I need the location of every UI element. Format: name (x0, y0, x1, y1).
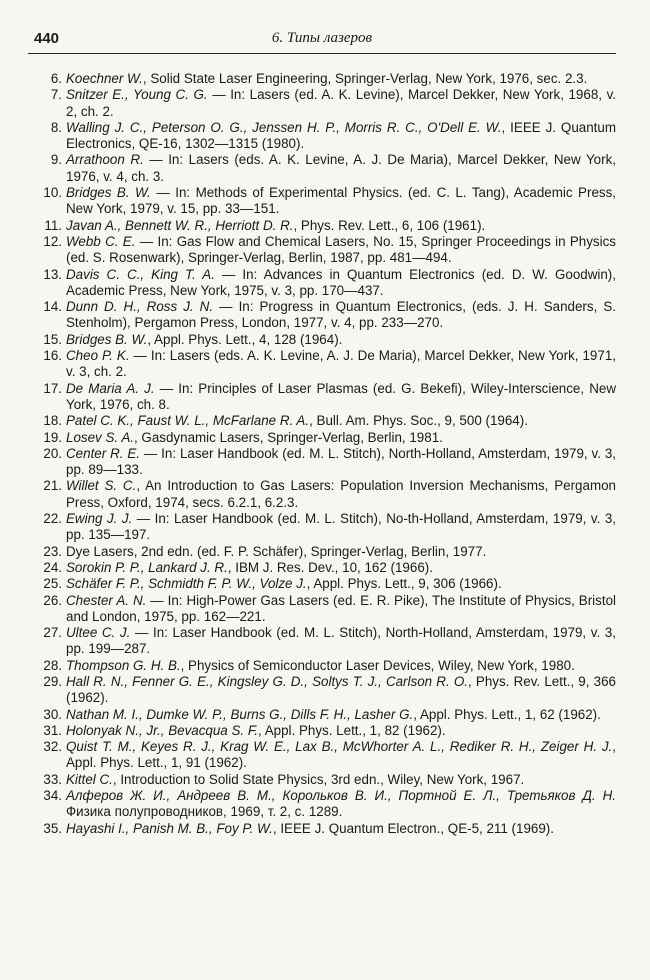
reference-text: , Introduction to Solid State Physics, 3rd edn., Wiley, New York, 1967. (112, 771, 525, 787)
reference-text: , Appl. Phys. Lett., 1, 62 (1962). (413, 706, 601, 722)
reference-number: 14. (43, 299, 62, 315)
reference-authors: Center R. E. (66, 445, 141, 461)
reference-authors: Thompson G. H. B. (66, 657, 181, 673)
reference-number: 7. (50, 87, 62, 103)
reference-number: 28. (43, 657, 62, 673)
reference-item (34, 788, 616, 821)
reference-item (34, 218, 616, 234)
reference-authors: Hayashi I., Panish M. B., Foy P. W. (66, 820, 273, 836)
reference-authors: Arrathoon R. (66, 152, 144, 168)
reference-number: 16. (43, 348, 62, 364)
reference-text: , Bull. Am. Phys. Soc., 9, 500 (1964). (309, 413, 528, 429)
reference-number: 18. (43, 413, 62, 429)
reference-number: 11. (44, 217, 62, 233)
reference-number: 6. (50, 71, 62, 86)
reference-text: , Solid State Laser Engineering, Springer-Verlag, New York, 1976, sec. 2.3. (142, 71, 588, 86)
reference-text: — In: Lasers (ed. A. K. Levine), Marcel Dekker, New York, 1968, v. 2, ch. 2. (66, 87, 616, 119)
reference-authors: Sorokin P. P., Lankard J. R. (66, 559, 228, 575)
reference-item (34, 234, 616, 267)
reference-number: 31. (43, 722, 62, 738)
reference-authors: Quist T. M., Keyes R. J., Krag W. E., Lax B., McWhorter A. L., Rediker R. H., Zeiger H. J. (66, 739, 613, 755)
reference-number: 26. (43, 592, 62, 608)
reference-item (34, 348, 616, 381)
reference-authors: Cheo P. K. (66, 348, 130, 364)
reference-authors: Алферов Ж. И., Андреев В. М., Корольков В. И., Портной Е. Л., Третьяков Д. Н. (66, 788, 616, 804)
reference-number: 35. (43, 820, 62, 836)
reference-item (34, 478, 616, 511)
reference-text: , Phys. Rev. Lett., 6, 106 (1961). (293, 217, 486, 233)
reference-number: 9. (50, 152, 62, 168)
reference-text: — In: Laser Handbook (ed. M. L. Stitch), No-th-Holland, Amsterdam, 1979, v. 3, pp. 135—197. (66, 511, 616, 543)
reference-item (34, 707, 616, 723)
reference-item (34, 299, 616, 332)
reference-authors: Chester A. N. (66, 592, 147, 608)
reference-text: — In: Gas Flow and Chemical Lasers, No. 15, Springer Proceedings in Physics (ed. S. Rosenwark), Springer-Verlag, Berlin, 1987, pp. 481—494. (66, 233, 616, 266)
reference-number: 27. (43, 625, 62, 641)
reference-authors: Hall R. N., Fenner G. E., Kingsley G. D., Soltys T. J., Carlson R. O. (66, 673, 468, 689)
reference-item (34, 413, 616, 429)
reference-text: , IBM J. Res. Dev., 10, 162 (1966). (227, 559, 433, 575)
reference-text: — In: Principles of Laser Plasmas (ed. G. Bekefi), Wiley-Interscience, New York, 1976, ch. 8. (66, 380, 616, 412)
reference-item (34, 152, 616, 185)
reference-authors: Bridges B. W. (66, 185, 151, 201)
reference-authors: Snitzer E., Young C. G. (66, 87, 208, 103)
reference-authors: Ultee C. J. (66, 625, 131, 641)
reference-item (34, 71, 616, 87)
reference-item (34, 120, 616, 153)
reference-text: Физика полупроводников, 1969, т. 2, с. 1289. (66, 804, 343, 820)
running-title: 6. Типы лазеров (271, 30, 373, 46)
reference-authors: Ewing J. J. (66, 511, 133, 527)
reference-item (34, 446, 616, 479)
reference-item (34, 821, 616, 837)
header-rule (28, 53, 616, 54)
reference-text: , Appl. Phys. Lett., 1, 82 (1962). (258, 722, 446, 738)
reference-authors: Schäfer F. P., Schmidth F. P. W., Volze J. (66, 576, 307, 592)
reference-text: , Phys. Rev. Lett., 9, 366 (1962). (66, 673, 616, 706)
reference-text: , IEEE J. Quantum Electron., QE-5, 211 (1969). (272, 820, 554, 836)
reference-authors: Kittel C. (66, 771, 113, 787)
reference-text: — In: Advances in Quantum Electronics (ed. D. W. Goodwin), Academic Press, New York, 1975, v. 3, pp. 170—437. (66, 266, 616, 298)
reference-item (34, 544, 616, 560)
reference-text: , Appl. Phys. Lett., 1, 91 (1962). (66, 739, 616, 771)
reference-item (34, 674, 616, 707)
reference-list (34, 71, 616, 837)
reference-authors: Bridges B. W. (66, 331, 148, 347)
reference-number: 22. (43, 511, 62, 527)
reference-text: — In: Lasers (eds. A. K. Levine, A. J. De Maria), Marcel Dekker, New York, 1976, v. 4, ch. 3. (66, 152, 616, 184)
reference-item (34, 560, 616, 576)
reference-text: — In: Lasers (eds. A. K. Levine, A. J. De Maria), Marcel Dekker, New York, 1971, v. 3, ch. 2. (66, 348, 616, 380)
reference-item (34, 381, 616, 414)
reference-item (34, 332, 616, 348)
reference-number: 8. (50, 119, 62, 135)
reference-number: 21. (43, 478, 62, 494)
reference-item (34, 723, 616, 739)
reference-number: 33. (43, 771, 62, 787)
reference-number: 25. (43, 576, 62, 592)
reference-number: 32. (43, 739, 62, 755)
reference-number: 10. (43, 185, 62, 201)
reference-number: 12. (43, 233, 62, 249)
reference-authors: Holonyak N., Jr., Bevacqua S. F. (66, 722, 259, 738)
reference-item (34, 576, 616, 592)
reference-item (34, 87, 616, 120)
reference-text: , Appl. Phys. Lett., 4, 128 (1964). (147, 331, 343, 347)
reference-number: 13. (43, 266, 62, 282)
reference-item (34, 772, 616, 788)
reference-authors: Koechner W. (66, 71, 143, 86)
page-number: 440 (34, 30, 60, 47)
reference-authors: Willet S. C. (66, 478, 137, 494)
reference-text: , Appl. Phys. Lett., 9, 306 (1966). (306, 576, 502, 592)
reference-number: 24. (43, 559, 62, 575)
reference-item (34, 267, 616, 300)
reference-text: — In: Laser Handbook (ed. M. L. Stitch), North-Holland, Amsterdam, 1979, v. 3, pp. 89—133. (66, 445, 616, 478)
reference-item (34, 185, 616, 218)
reference-authors: Javan A., Bennett W. R., Herriott D. R. (66, 217, 294, 233)
reference-authors: Walling J. C., Peterson O. G., Jenssen H. P., Morris R. C., O'Dell E. W. (66, 119, 502, 135)
reference-authors: Davis C. C., King T. A. (66, 266, 215, 282)
reference-item (34, 658, 616, 674)
reference-text: — In: Methods of Experimental Physics. (ed. C. L. Tang), Academic Press, New York, 1979, v. 15, pp. 33—151. (66, 185, 617, 217)
reference-item (34, 511, 616, 544)
reference-text: — In: Laser Handbook (ed. M. L. Stitch), North-Holland, Amsterdam, 1979, v. 3, pp. 199—287. (66, 625, 616, 657)
reference-authors: Patel C. K., Faust W. L., McFarlane R. A. (66, 413, 310, 429)
reference-item (34, 593, 616, 626)
reference-number: 23. (43, 543, 62, 559)
reference-authors: Nathan M. I., Dumke W. P., Burns G., Dills F. H., Lasher G. (66, 706, 414, 722)
reference-authors: Losev S. A. (66, 429, 134, 445)
reference-text: — In: High-Power Gas Lasers (ed. E. R. Pike), The Institute of Physics, Bristol and London, 1975, pp. 162—221. (66, 592, 616, 624)
reference-text: , An Introduction to Gas Lasers: Population Inversion Mechanisms, Pergamon Press, Oxford, 1974, secs. 6.2.1, 6.2.3. (66, 478, 616, 510)
reference-number: 19. (43, 429, 62, 445)
reference-text: — In: Progress in Quantum Electronics, (eds. J. H. Sanders, S. Stenholm), Pergamon Press, London, 1977, v. 4, pp. 233—270. (66, 299, 616, 331)
reference-number: 17. (43, 380, 62, 396)
page-header (28, 30, 616, 52)
reference-text: Dye Lasers, 2nd edn. (ed. F. P. Schäfer), Springer-Verlag, Berlin, 1977. (66, 543, 487, 559)
reference-number: 29. (43, 673, 62, 689)
reference-text: , Physics of Semiconductor Laser Devices, Wiley, New York, 1980. (180, 657, 575, 673)
reference-authors: Dunn D. H., Ross J. N. (66, 299, 214, 315)
reference-text: , Gasdynamic Lasers, Springer-Verlag, Berlin, 1981. (133, 429, 443, 445)
reference-number: 30. (43, 706, 62, 722)
reference-authors: Webb C. E. (66, 233, 136, 249)
reference-number: 15. (43, 331, 62, 347)
reference-authors: De Maria A. J. (66, 380, 155, 396)
reference-number: 20. (43, 445, 62, 461)
reference-text: , IEEE J. Quantum Electronics, QE-16, 1302—1315 (1980). (66, 119, 616, 152)
reference-item (34, 739, 616, 772)
reference-item (34, 430, 616, 446)
reference-number: 34. (43, 788, 62, 804)
reference-item (34, 625, 616, 658)
